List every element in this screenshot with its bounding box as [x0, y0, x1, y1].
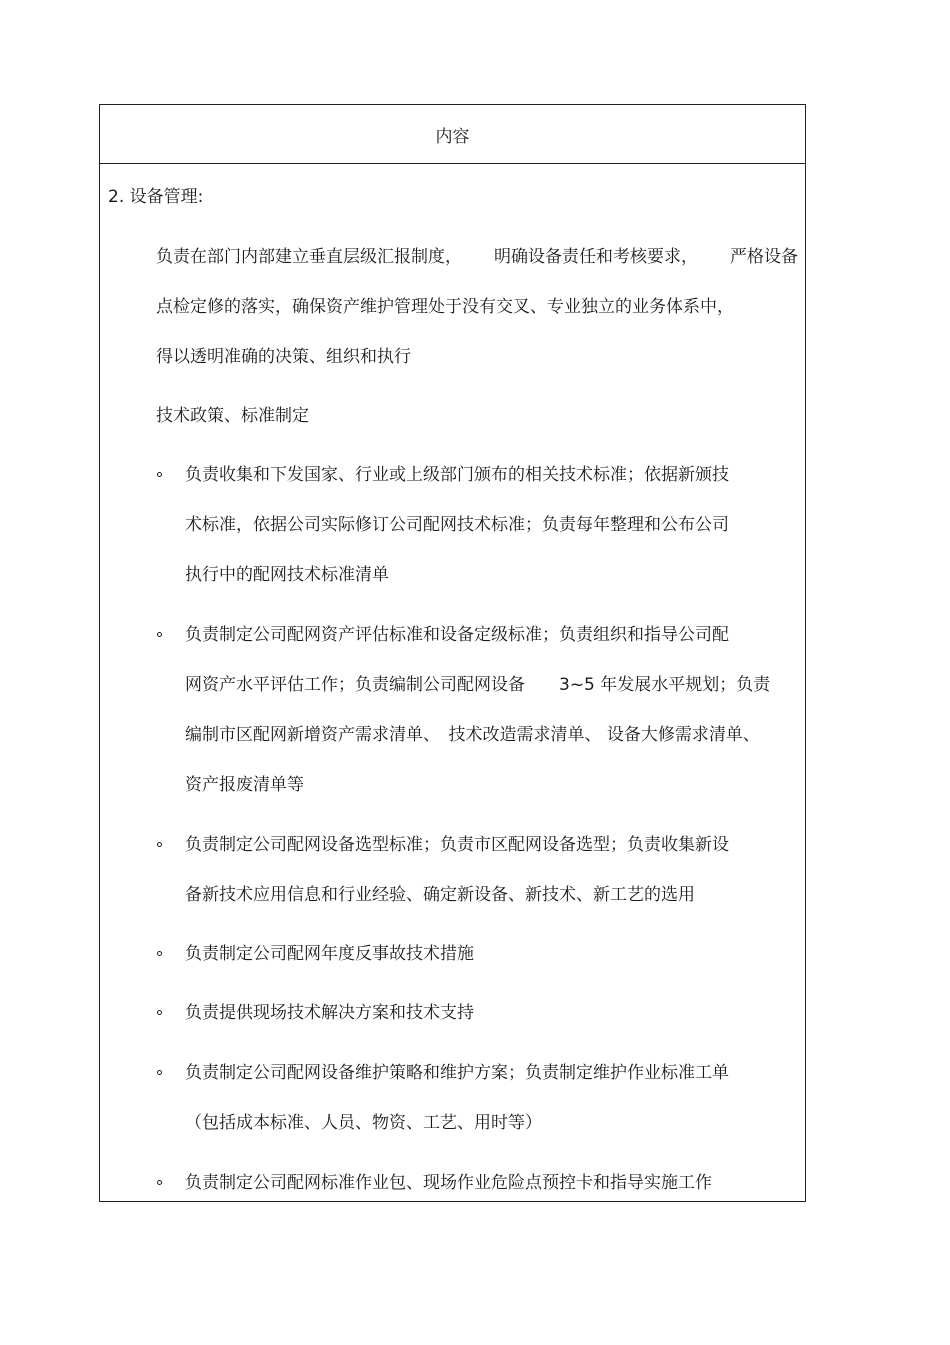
bullet-2-line-3: 编制市区配网新增资产需求清单、 技术改造需求清单、 设备大修需求清单、	[185, 725, 760, 745]
bullet-marker	[157, 472, 162, 477]
bullet-1-line-2: 术标准，依据公司实际修订公司配网技术标准；负责每年整理和公布公司	[185, 515, 729, 535]
bullet-1-line-1: 负责收集和下发国家、行业或上级部门颁布的相关技术标准；依据新颁技	[185, 465, 729, 485]
bullet-marker	[157, 1180, 162, 1185]
bullet-1-line-3: 执行中的配网技术标准清单	[185, 565, 389, 585]
intro-line-2: 点检定修的落实，确保资产维护管理处于没有交叉、专业独立的业务体系中，	[156, 297, 734, 317]
bullet-marker	[157, 1010, 162, 1015]
intro-line-1-part-3: 严格设备	[730, 247, 798, 267]
bullet-2-line-1: 负责制定公司配网资产评估标准和设备定级标准；负责组织和指导公司配	[185, 625, 729, 645]
intro-line-1	[156, 246, 798, 268]
bullet-marker	[157, 1070, 162, 1075]
content-table	[99, 104, 806, 1202]
table-body	[100, 164, 805, 1201]
bullet-5-line-1: 负责提供现场技术解决方案和技术支持	[185, 1003, 474, 1023]
bullet-2-line-4: 资产报废清单等	[185, 775, 304, 795]
section-title: 2. 设备管理:	[108, 187, 204, 207]
header-label: 内容	[435, 126, 470, 147]
intro-line-3: 得以透明准确的决策、组织和执行	[156, 347, 411, 367]
bullet-marker	[157, 951, 162, 956]
bullet-7-line-1: 负责制定公司配网标准作业包、现场作业危险点预控卡和指导实施工作	[185, 1173, 712, 1193]
bullet-6-line-2: （包括成本标准、人员、物资、工艺、用时等）	[185, 1113, 542, 1133]
intro-line-1-part-1: 负责在部门内部建立垂直层级汇报制度，	[156, 247, 462, 267]
bullet-3-line-1: 负责制定公司配网设备选型标准；负责市区配网设备选型；负责收集新设	[185, 835, 729, 855]
bullet-6-line-1: 负责制定公司配网设备维护策略和维护方案；负责制定维护作业标准工单	[185, 1063, 729, 1083]
intro-line-1-part-2: 明确设备责任和考核要求，	[494, 247, 698, 267]
bullet-4-line-1: 负责制定公司配网年度反事故技术措施	[185, 944, 474, 964]
bullet-3-line-2: 备新技术应用信息和行业经验、确定新设备、新技术、新工艺的选用	[185, 885, 695, 905]
subheading: 技术政策、标准制定	[156, 406, 309, 426]
table-header	[100, 105, 805, 164]
bullet-2-line-2: 网资产水平评估工作；负责编制公司配网设备 3~5 年发展水平规划；负责	[185, 675, 771, 695]
bullet-marker	[157, 632, 162, 637]
bullet-marker	[157, 842, 162, 847]
